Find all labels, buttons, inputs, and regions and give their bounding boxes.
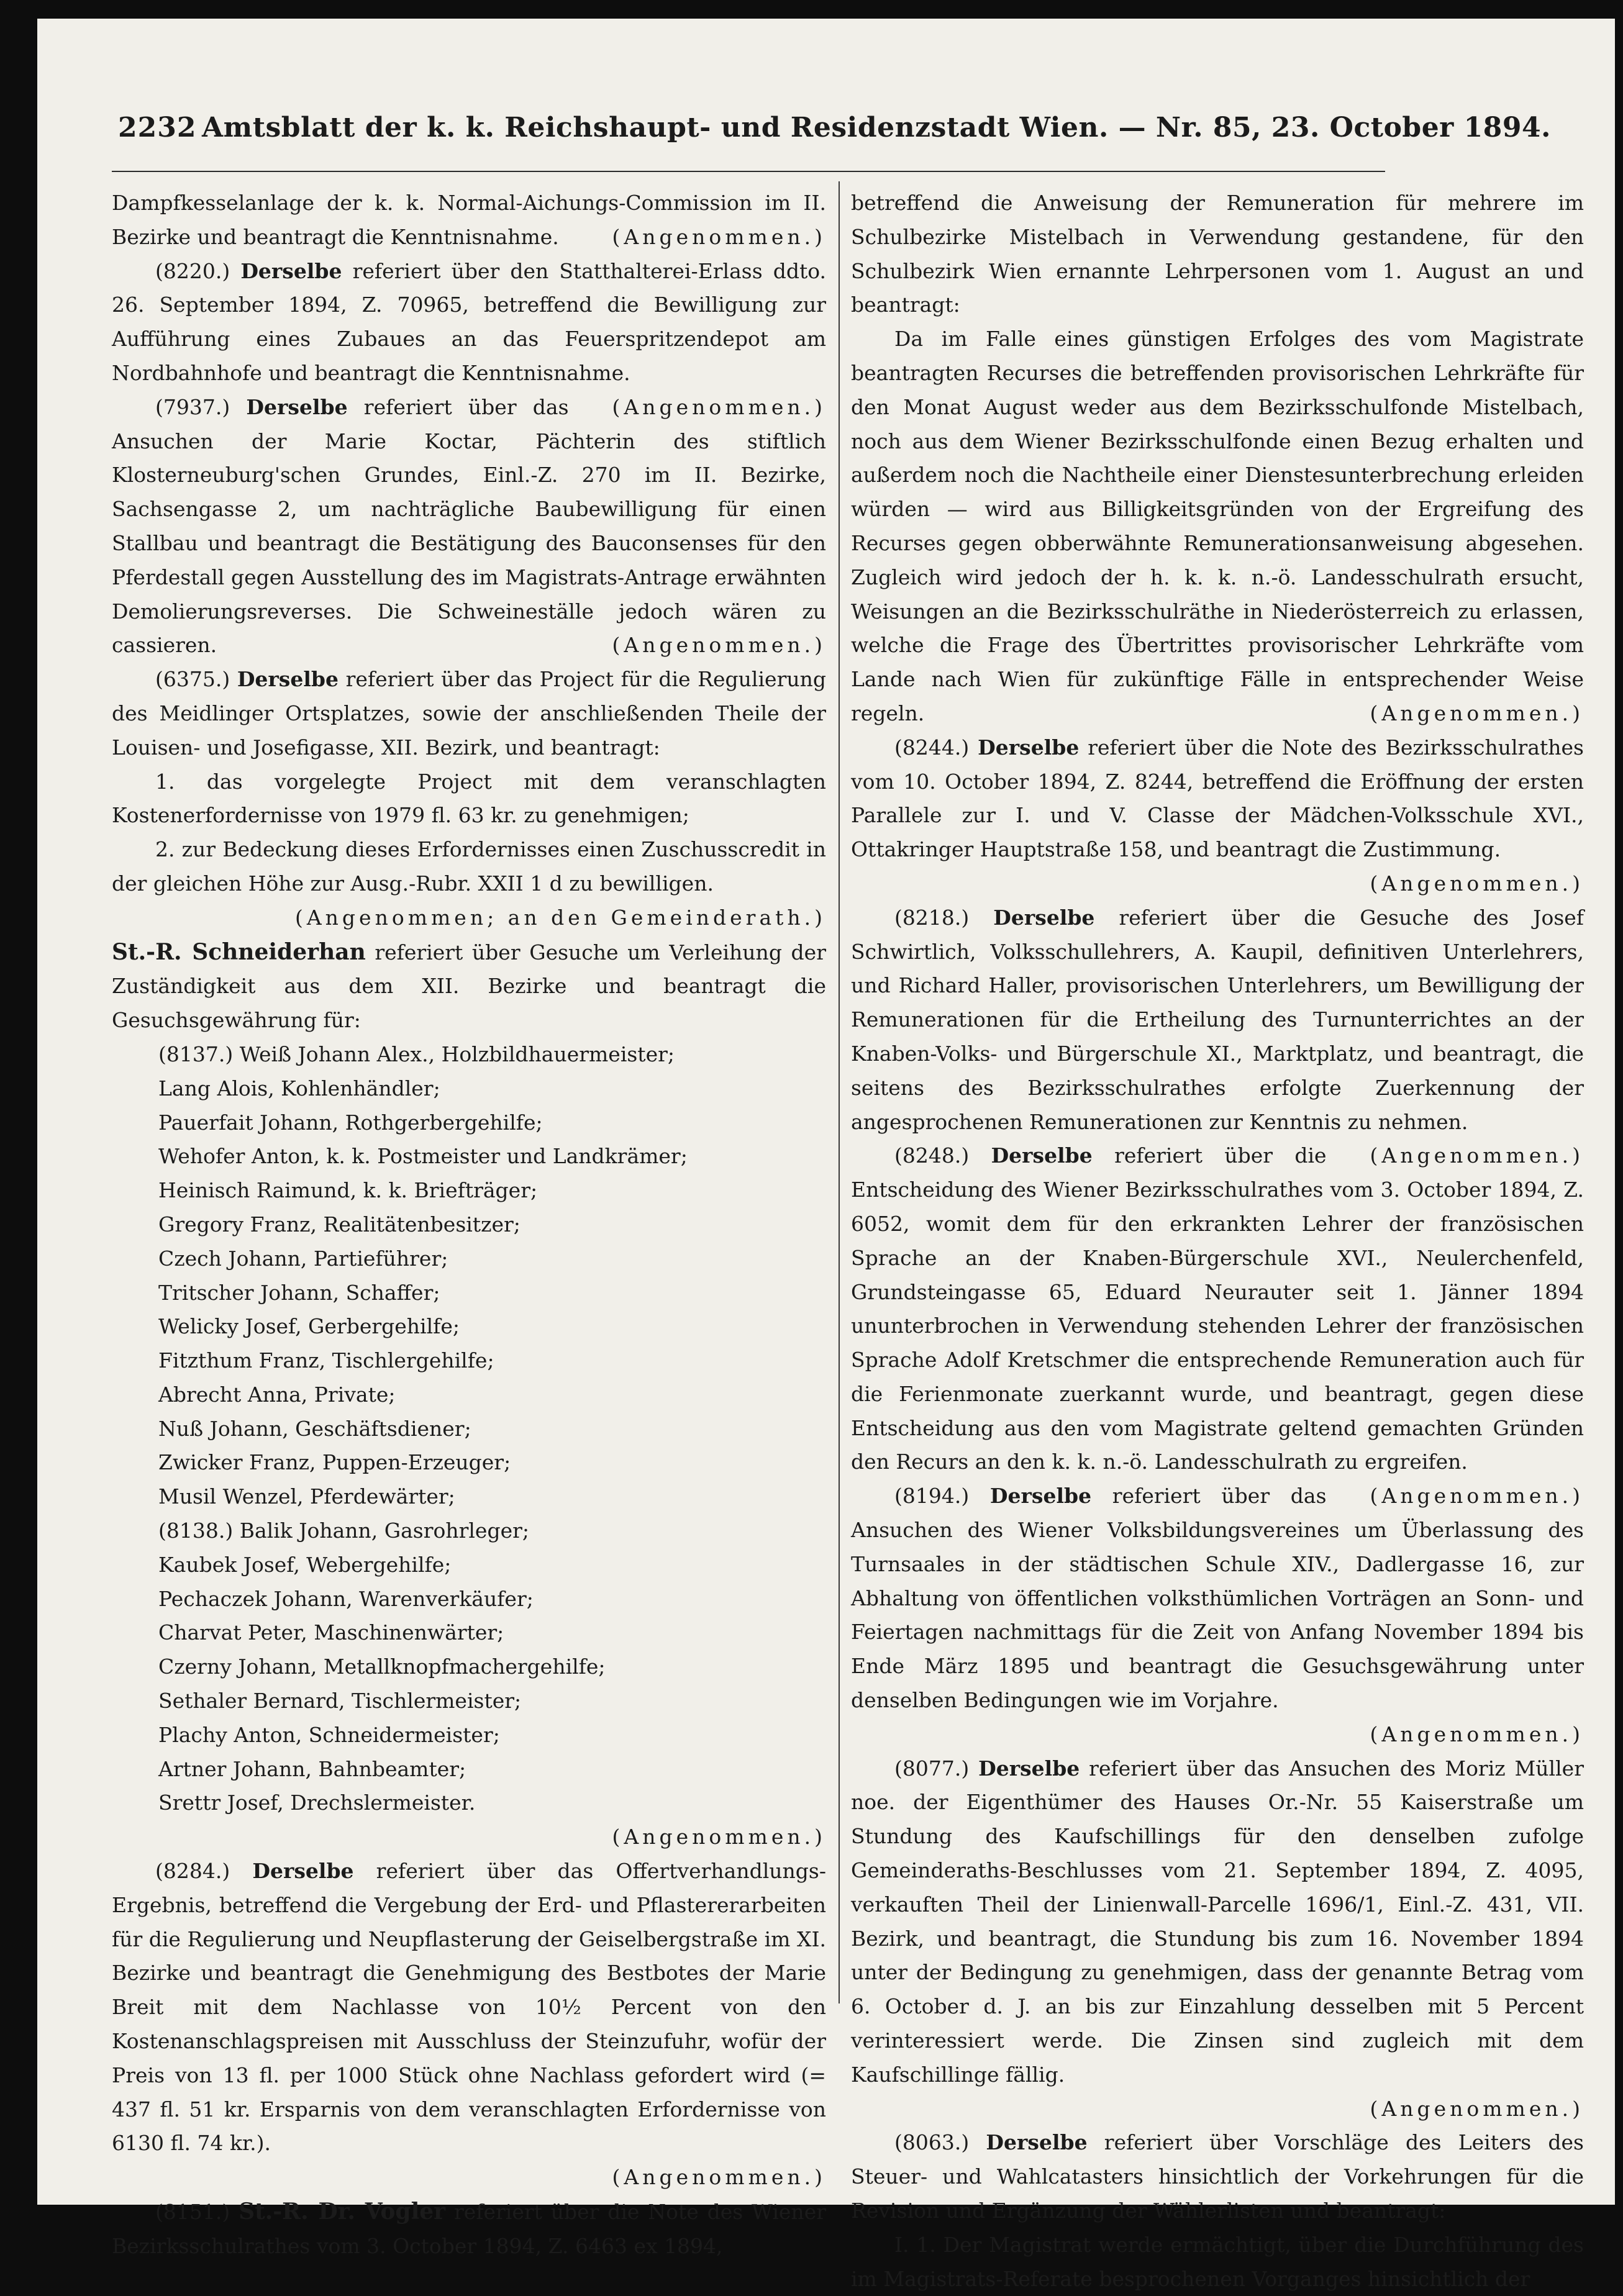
speaker: Derselbe	[240, 258, 342, 283]
speaker: Derselbe	[993, 905, 1095, 930]
resolution: (Angenommen.)	[1370, 1484, 1584, 1509]
paragraph	[851, 731, 1584, 867]
list-item: Lang Alois, Kohlenhändler;	[158, 1076, 440, 1100]
paragraph-text: Dampfkesselanlage der k. k. Normal-Aichungs-Commission im II. Bezirke und beantragt die Kenntnisnahme.	[112, 191, 826, 249]
speaker: Derselbe	[991, 1143, 1093, 1168]
item-number: (8077.)	[894, 1756, 970, 1781]
list-item: (8137.) Weiß Johann Alex., Holzbildhauermeister;	[158, 1041, 675, 1066]
running-title: Amtsblatt der k. k. Reichshaupt- und Residenzstadt Wien. — Nr. 85, 23. October 1894.	[202, 112, 1551, 143]
list-item: Wehofer Anton, k. k. Postmeister und Landkrämer;	[158, 1144, 688, 1169]
item-number: (8151.)	[155, 2200, 230, 2225]
list-item: Tritscher Johann, Schaffer;	[158, 1280, 440, 1305]
paragraph-text: referiert über das Offertverhandlungs-Ergebnis, betreffend die Vergebung der Erd- und Pflastererarbeiten für die Regulierung und Neupflasterung der Geiselbergstraße im XI. Bezirke und beantragt die Genehmigung des Bestbotes der Marie Breit mit dem Nachlasse von 10½ Percent von den Kostenanschlagspreisen mit Ausschluss der Steinzufuhr, wofür der Preis von 13 fl. per 1000 Stück ohne Nachlass gefordert wird (= 437 fl. 51 kr. Ersparnis von dem veranschlagten Erfordernisse von 6130 fl. 74 kr.).	[112, 1859, 826, 2156]
list-item: Artner Johann, Bahnbeamter;	[158, 1756, 466, 1781]
resolution: (Angenommen.)	[612, 224, 826, 249]
resolution: (Angenommen.)	[612, 394, 826, 419]
paragraph-text: referiert über das Ansuchen des Wiener Volksbildungsvereines um Überlassung des Turnsaales in der städtischen Schule XIV., Dadlergasse 16, zur Abhaltung von öffentlichen volksthümlichen Vorträgen an Sonn- und Feiertagen nachmittags für die Zeit von Anfang November 1894 bis Ende März 1895 und beantragt die Gesuchsgewährung unter denselben Bedingungen wie im Vorjahre.	[851, 1484, 1584, 1713]
paragraph	[112, 935, 826, 1038]
paragraph-text: referiert über die Note des Bezirksschulrathes vom 10. October 1894, Z. 8244, betreffend die Eröffnung der ersten Parallele zur I. und V. Classe der Mädchen-Volksschule XVI., Ottakringer Hauptstraße 158, und beantragt die Zustimmung.	[851, 735, 1584, 862]
list-item: Fitzthum Franz, Tischlergehilfe;	[158, 1348, 494, 1373]
paragraph-text: referiert über die Entscheidung des Wiener Bezirksschulrathes vom 3. October 1894, Z. 6052, womit dem für den erkrankten Lehrer der französischen Sprache an der Knaben-Bürgerschule XVI., Neulerchenfeld, Grundsteingasse 65, Eduard Neurauter seit 1. Jänner 1894 ununterbrochen in Verwendung stehenden Lehrer der französischen Sprache Adolf Kretschmer die entsprechende Remuneration auch für die Ferienmonate zuerkannt wurde, und beantragt, gegen diese Entscheidung aus den vom Magistrate geltend gemachten Gründen den Recurs an den k. k. n.-ö. Landesschulrath zu ergreifen.	[851, 1143, 1584, 1474]
paragraph-text: referiert über das Ansuchen der Marie Koctar, Pächterin des stiftlich Klosterneuburg'schen Grundes, Einl.-Z. 270 im II. Bezirke, Sachsengasse 2, um nachträgliche Baubewilligung für einen Stallbau und beantragt die Bestätigung des Bauconsenses für den Pferdestall gegen Ausstellung des im Magistrats-Antrage erwähnten Demolierungsreverses. Die Schweineställe jedoch wären zu cassieren.	[112, 394, 826, 658]
paragraph-text: referiert über den Statthalterei-Erlass ddto. 26. September 1894, Z. 70965, betreffend die Bewilligung zur Aufführung eines Zubaues an das Feuerspritzendepot am Nordbahnhofe und beantragt die Kenntnisnahme.	[112, 258, 826, 385]
paragraph-text: referiert über Vorschläge des Leiters des Steuer- und Wahlcatasters hinsichtlich der Vorkehrungen für die Revision und Ergänzung der Wählerlisten und beantragt:	[851, 2130, 1584, 2223]
left-column	[112, 186, 826, 2258]
paragraph-text: referiert über das Ansuchen des Moriz Müller noe. der Eigenthümer des Hauses Or.-Nr. 55 Kaiserstraße um Stundung des Kaufschillings für den denselben zufolge Gemeinderaths-Beschlusses vom 21. September 1894, Z. 4095, verkauften Theil der Linienwall-Parcelle 1696/1, Einl.-Z. 431, VII. Bezirk, und beantragt, die Stundung bis zum 16. November 1894 unter der Bedingung zu genehmigen, dass der genannte Betrag vom 6. October d. J. an bis zur Einzahlung desselben mit 5 Percent verinteressiert werde. Die Zinsen sind zugleich mit dem Kaufschillinge fällig.	[851, 1756, 1584, 2087]
item-number: (8248.)	[894, 1143, 970, 1168]
paragraph	[112, 391, 826, 663]
paragraph: betreffend die Anweisung der Remuneration für mehrere im Schulbezirke Mistelbach in Verwendung gestandene, für den Schulbezirk Wien ernannte Lehrpersonen vom 1. August an und beantragt:	[851, 191, 1584, 317]
paragraph	[851, 1752, 1584, 2092]
list-item: Heinisch Raimund, k. k. Briefträger;	[158, 1178, 538, 1203]
paragraph-text: referiert über die Note des Wiener Bezirksschulrathes vom 3. October 1894, Z. 6463 ex 1894,	[112, 2200, 826, 2258]
resolution: (Angenommen.)	[612, 633, 826, 658]
speaker: Derselbe	[978, 1756, 1080, 1781]
list-item: Zwicker Franz, Puppen-Erzeuger;	[158, 1450, 511, 1475]
paragraph	[851, 322, 1584, 731]
list-item: Musil Wenzel, Pferdewärter;	[158, 1484, 455, 1509]
resolution: (Angenommen.)	[1370, 871, 1584, 896]
paragraph: I. 1. Der Magistrat werde ermächtigt, über die Durchführung des im Magistrats-Referate besprochenen Vorganges hinsichtlich der	[851, 2232, 1584, 2291]
speaker: Derselbe	[237, 667, 339, 692]
item-number: (8063.)	[894, 2130, 970, 2155]
list-item: 1. das vorgelegte Project mit dem veranschlagten Kostenerfordernisse von 1979 fl. 63 kr. zu genehmigen;	[112, 769, 826, 828]
paragraph	[112, 2195, 826, 2264]
speaker: Derselbe	[986, 2130, 1088, 2155]
resolution: (Angenommen.)	[1370, 1143, 1584, 1168]
item-number: (7937.)	[155, 394, 230, 419]
name-list	[112, 1038, 826, 1820]
header-rule	[112, 171, 1385, 172]
resolution: (Angenommen; an den Gemeinderath.)	[294, 905, 826, 930]
paragraph-text: Da im Falle eines günstigen Erfolges des vom Magistrate beantragten Recurses die betreffenden provisorischen Lehrkräfte für den Monat August weder aus dem Bezirksschulfonde Mistelbach, noch aus dem Wiener Bezirksschulfonde einen Bezug erhalten und außerdem noch die Nachtheile einer Dienstesunterbrechung erleiden würden — wird aus Billigkeitsgründen von der Ergreifung des Recurses gegen obberwähnte Remunerationsanweisung abgesehen. Zugleich wird jedoch der h. k. k. n.-ö. Landesschulrath ersucht, Weisungen an die Bezirksschulräthe in Niederösterreich zu erlassen, welche die Frage des Übertrittes provisorischer Lehrkräfte vom Lande nach Wien für zukünftige Fälle in entsprechender Weise regeln.	[851, 327, 1584, 725]
item-number: (8194.)	[894, 1484, 970, 1509]
list-item: Sethaler Bernard, Tischlermeister;	[158, 1689, 522, 1713]
list-item: Kaubek Josef, Webergehilfe;	[158, 1552, 452, 1577]
paragraph	[112, 1854, 826, 2161]
speaker: Derselbe	[246, 394, 348, 419]
item-number: (8284.)	[155, 1859, 230, 1884]
item-number: (6375.)	[155, 667, 230, 692]
paragraph	[851, 2126, 1584, 2228]
page-header	[118, 112, 1551, 149]
speaker: Derselbe	[989, 1484, 1092, 1509]
resolution: (Angenommen.)	[612, 2165, 826, 2190]
speaker: Derselbe	[978, 735, 1080, 760]
speaker: St.-R. Dr. Vogler	[239, 2198, 446, 2225]
list-item: Welicky Josef, Gerbergehilfe;	[158, 1314, 460, 1339]
list-item: Srettr Josef, Drechslermeister.	[158, 1790, 476, 1815]
list-item: Abrecht Anna, Private;	[158, 1382, 396, 1407]
resolution: (Angenommen.)	[1370, 2096, 1584, 2121]
newspaper-page	[37, 19, 1615, 2291]
list-item: Charvat Peter, Maschinenwärter;	[158, 1620, 504, 1645]
paragraph	[112, 186, 826, 255]
paragraph-text: referiert über Gesuche um Verleihung der Zuständigkeit aus dem XII. Bezirke und beantragt die Gesuchsgewährung für:	[112, 940, 826, 1033]
list-item: Pechaczek Johann, Warenverkäufer;	[158, 1586, 534, 1611]
list-item: Plachy Anton, Schneidermeister;	[158, 1722, 500, 1747]
resolution: (Angenommen.)	[612, 1825, 826, 1849]
item-number: (8218.)	[894, 905, 970, 930]
paragraph-text: referiert über das Project für die Regulierung des Meidlinger Ortsplatzes, sowie der anschließenden Theile der Louisen- und Josefigasse, XII. Bezirk, und beantragt:	[112, 667, 826, 760]
list-item: 2. zur Bedeckung dieses Erfordernisses einen Zuschusscredit in der gleichen Höhe zur Ausg.-Rubr. XXII 1 d zu bewilligen.	[112, 837, 826, 896]
speaker: St.-R. Schneiderhan	[112, 938, 366, 965]
resolution: (Angenommen.)	[1370, 701, 1584, 725]
column-divider	[839, 181, 840, 2003]
speaker: Derselbe	[252, 1859, 354, 1884]
paragraph-text: referiert über die Gesuche des Josef Schwirtlich, Volksschullehrers, A. Kaupil, definitiven Unterlehrers, und Richard Haller, provisorischen Unterlehrers, um Bewilligung der Remunerationen für die Ertheilung des Turnunterrichtes an der Knaben-Volks- und Bürgerschule XI., Marktplatz, und beantragt, die seitens des Bezirksschulrathes erfolgte Zuerkennung der angesprochenen Remunerationen zur Kenntnis zu nehmen.	[851, 905, 1584, 1134]
list-item: Nuß Johann, Geschäftsdiener;	[158, 1416, 471, 1441]
paragraph	[112, 663, 826, 765]
item-number: (8220.)	[155, 258, 230, 283]
list-item: Pauerfait Johann, Rothgerbergehilfe;	[158, 1110, 543, 1135]
right-column	[851, 186, 1584, 2291]
resolution: (Angenommen.)	[1370, 1722, 1584, 1746]
list-item: Czerny Johann, Metallknopfmachergehilfe;	[158, 1654, 606, 1679]
list-item: Gregory Franz, Realitätenbesitzer;	[158, 1212, 521, 1236]
paragraph	[851, 1479, 1584, 1718]
item-number: (8244.)	[894, 735, 970, 760]
page-number: 2232	[118, 112, 197, 143]
list-item: (8138.) Balik Johann, Gasrohrleger;	[158, 1518, 530, 1543]
list-item: Czech Johann, Partieführer;	[158, 1246, 448, 1271]
